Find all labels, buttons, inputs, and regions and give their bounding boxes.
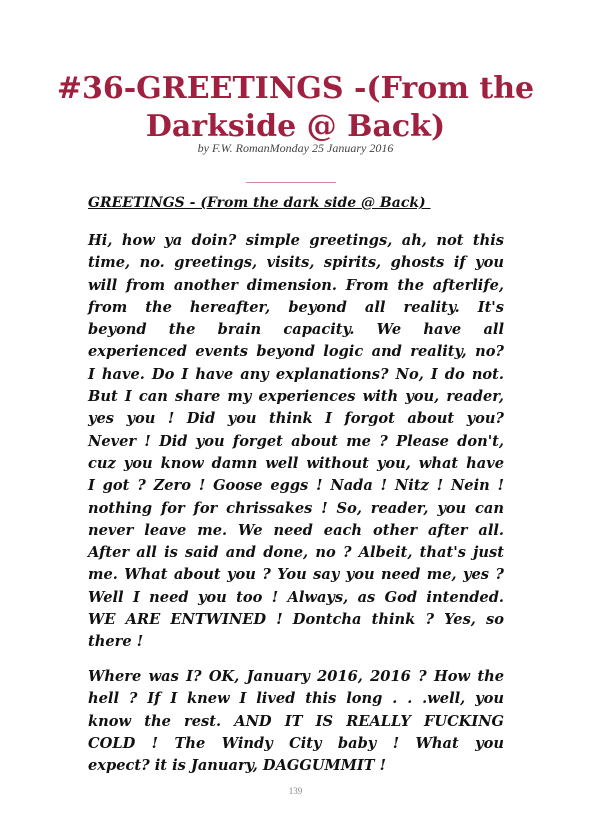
byline-author: by F.W. Roman bbox=[197, 141, 270, 155]
paragraph-2 bbox=[88, 666, 504, 777]
text-line: experienced events beyond logic and reality, no? bbox=[88, 343, 504, 361]
page-number: 139 bbox=[288, 786, 303, 796]
title-line-2: Darkside @ Back) bbox=[145, 109, 446, 144]
paragraph-1 bbox=[88, 230, 504, 654]
text-line: Where was I? OK, January 2016, 2016 ? How the bbox=[88, 668, 504, 685]
byline bbox=[40, 141, 551, 155]
text-line: there ! bbox=[88, 633, 144, 651]
text-line: nothing for for chrissakes ! So, reader, you can bbox=[88, 499, 504, 517]
text-line: time, no. greetings, visits, spirits, ghosts if you bbox=[88, 254, 504, 272]
text-line: But I can share my experiences with you, reader, bbox=[88, 388, 504, 406]
text-line: never leave me. We need each other after all. bbox=[88, 521, 504, 539]
text-line: I got ? Zero ! Goose eggs ! Nada ! Nitz ! Nein ! bbox=[88, 477, 504, 495]
text-line: Never ! Did you forget about me ? Please don't, bbox=[88, 432, 504, 450]
text-line: expect? it is January, DAGGUMMIT ! bbox=[88, 757, 387, 775]
text-line: know the rest. AND IT IS REALLY FUCKING bbox=[88, 712, 504, 730]
text-line: hell ? If I knew I lived this long . . .well, you bbox=[88, 690, 504, 708]
section-subheading: GREETINGS - (From the dark side @ Back) bbox=[88, 195, 431, 211]
text-line: WE ARE ENTWINED ! Dontcha think ? Yes, so bbox=[88, 611, 504, 629]
text-line: Hi, how ya doin? simple greetings, ah, not this bbox=[88, 232, 504, 249]
text-line: me. What about you ? You say you need me, yes ? bbox=[88, 566, 504, 584]
text-line: After all is said and done, no ? Albeit, that's just bbox=[88, 544, 504, 562]
text-line: I have. Do I have any explanations? No, I do not. bbox=[88, 365, 504, 383]
text-line: COLD ! The Windy City baby ! What you bbox=[88, 734, 504, 752]
page-title bbox=[40, 70, 551, 146]
text-line: cuz you know damn well without you, what have bbox=[88, 454, 504, 472]
text-line: will from another dimension. From the afterlife, bbox=[88, 276, 504, 294]
text-line: from the hereafter, beyond all reality. It's bbox=[88, 298, 504, 316]
text-line: Well I need you too ! Always, as God intended. bbox=[88, 588, 504, 606]
byline-date: Monday 25 January 2016 bbox=[269, 141, 394, 155]
text-line: yes you ! Did you think I forgot about you? bbox=[88, 410, 504, 428]
text-line: beyond the brain capacity. We have all bbox=[88, 321, 504, 339]
title-line-1: #36-GREETINGS -(From the bbox=[56, 71, 535, 106]
section-divider: ————————— bbox=[246, 177, 336, 188]
